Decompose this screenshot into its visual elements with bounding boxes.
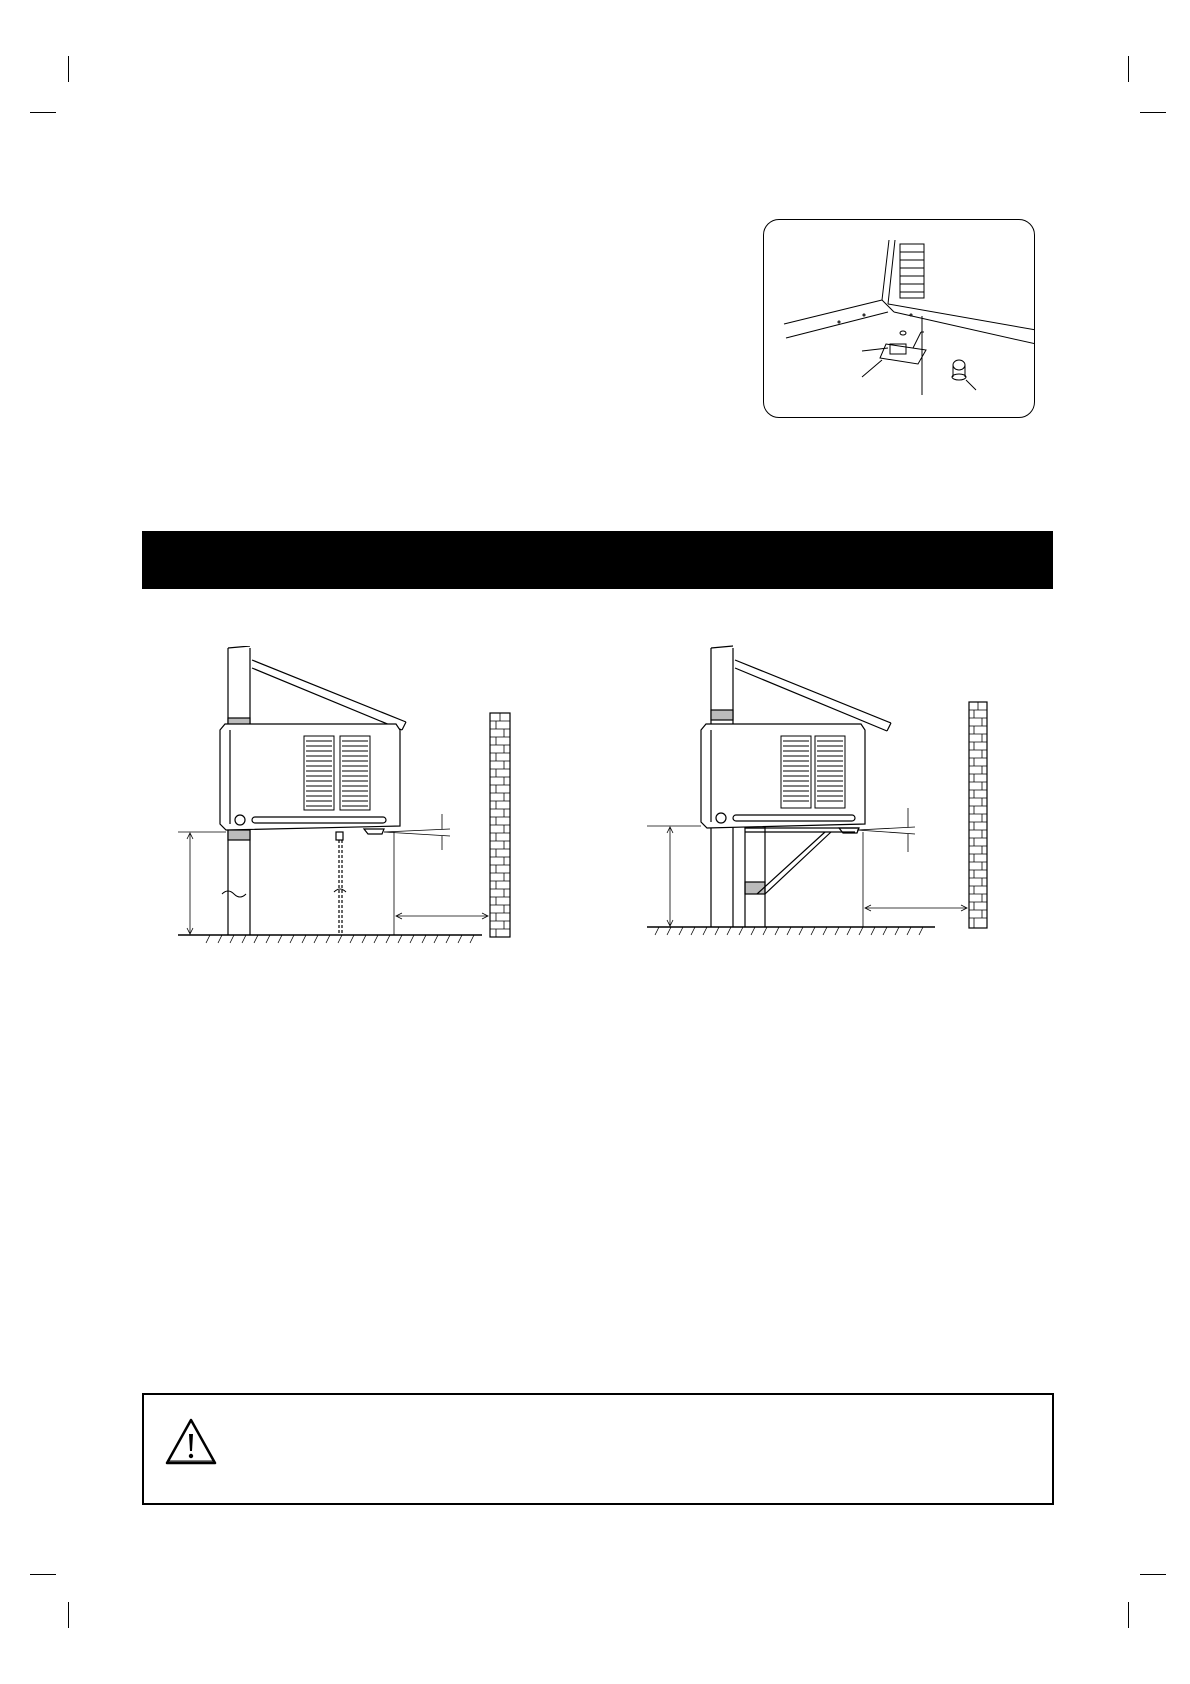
- crop-mark-top-right-v: [1128, 56, 1129, 82]
- crop-mark-bottom-right-v: [1128, 1602, 1129, 1628]
- section-header-bar: [142, 531, 1053, 589]
- window-unit-clearance-diagram: [170, 646, 530, 951]
- bracket-mounted-unit-clearance-diagram: [645, 638, 1015, 943]
- drain-fitting-illustration: [764, 220, 1035, 418]
- crop-mark-top-right-h: [1140, 112, 1166, 113]
- drain-fitting-inset: [763, 219, 1035, 418]
- crop-mark-top-left-v: [68, 56, 69, 82]
- crop-mark-bottom-left-h: [30, 1574, 56, 1575]
- crop-mark-top-left-h: [30, 112, 56, 113]
- caution-box: [142, 1393, 1054, 1505]
- crop-mark-bottom-left-v: [68, 1602, 69, 1628]
- warning-triangle-icon: [164, 1417, 218, 1467]
- crop-mark-bottom-right-h: [1140, 1574, 1166, 1575]
